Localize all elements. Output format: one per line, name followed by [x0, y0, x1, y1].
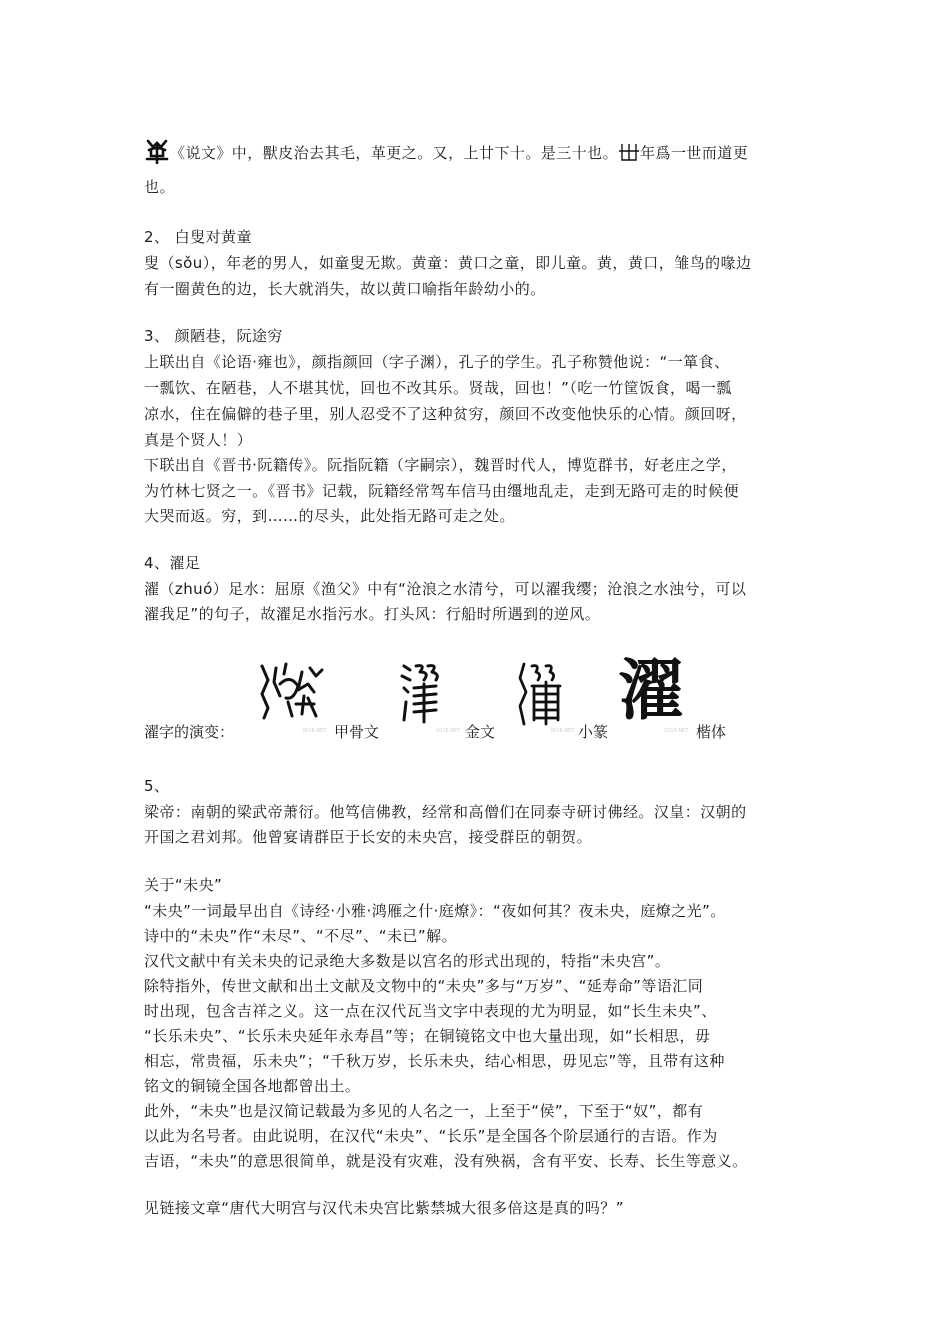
watermark: 2016.NET: [302, 728, 327, 734]
intro-line-2: 也。: [144, 178, 175, 196]
section-3-line-4: 真是个贤人！）: [144, 431, 253, 449]
weiyang-line-2: 诗中的“未央”作“未尽”、“不尽”、“未已”解。: [144, 927, 457, 945]
watermark: 2016.NET: [550, 728, 575, 734]
section-2-line-1: 叟（sǒu），年老的男人，如童叟无欺。黄童：黄口之童，即儿童。黄，黄口，雏鸟的喙边: [144, 254, 752, 272]
weiyang-line-6: “长乐未央”、“长乐未央延年永寿昌”等；在铜镜铭文中也大量出现，如“长相思，毋: [144, 1027, 711, 1045]
script-label-oracle: 甲骨文: [334, 723, 380, 741]
section-4-line-2: 濯我足”的句子，故濯足水指污水。打头风：行船时所遇到的逆风。: [144, 605, 601, 623]
weiyang-line-9: 此外，“未央”也是汉简记载最为多见的人名之一，上至于“侯”，下至于“奴”，都有: [144, 1102, 704, 1120]
weiyang-line-10: 以此为名号者。由此说明，在汉代“未央”、“长乐”是全国各个阶层通行的吉语。作为: [144, 1127, 718, 1145]
script-label-bronze: 金文: [465, 723, 496, 741]
weiyang-line-7: 相忘，常贵福，乐未央”；“千秋万岁，长乐未央，结心相思，毋见忘”等，且带有这种: [144, 1052, 725, 1070]
section-3-line-6: 为竹林七贤之一。《晋书》记载，阮籍经常驾车信马由缰地乱走，走到无路可走的时候便: [144, 482, 740, 500]
weiyang-line-1: “未央”一词最早出自《诗经·小雅·鸿雁之什·庭燎》：“夜如何其？夜未央，庭燎之光”。: [144, 902, 726, 920]
seal-shi-glyph-icon: [618, 142, 640, 164]
section-3-line-1: 上联出自《论语·雍也》，颜指颜回（字子渊），孔子的学生。孔子称赞他说：“一箪食、: [144, 353, 730, 371]
seal-ge-glyph-icon: [144, 138, 170, 164]
weiyang-line-5: 时出现，包含吉祥之义。这一点在汉代瓦当文字中表现的尤为明显，如“长生未央”、: [144, 1002, 717, 1020]
section-3-line-5: 下联出自《晋书·阮籍传》。阮指阮籍（字嗣宗），魏晋时代人，博览群书，好老庄之学，: [144, 456, 737, 474]
section-5-heading: 5、: [144, 777, 170, 795]
script-label-seal: 小篆: [578, 723, 609, 741]
section-3-line-2: 一瓢饮、在陋巷，人不堪其忧，回也不改其乐。贤哉，回也！”（吃一竹筐饭食，喝一瓢: [144, 379, 732, 397]
intro-text: 《说文》中，獸皮治去其毛，革更之。又，上廿下十。是三十也。: [170, 144, 619, 162]
section-3-line-3: 凉水，住在偏僻的巷子里，别人忍受不了这种贫穷，颜回不改变他快乐的心情。颜回呀，: [144, 405, 747, 423]
section-5-line-1: 梁帝：南朝的梁武帝萧衍。他笃信佛教，经常和高僧们在同泰寺研讨佛经。汉皇：汉朝的: [144, 803, 747, 821]
section-3-line-7: 大哭而返。穷，到……的尽头，此处指无路可走之处。: [144, 507, 515, 525]
section-5-line-2: 开国之君刘邦。他曾宴请群臣于长安的未央宫，接受群臣的朝贺。: [144, 828, 593, 846]
bronze-script-glyph-icon: [400, 662, 442, 726]
watermark: 2016.NET: [664, 728, 689, 734]
small-seal-glyph-icon: [516, 662, 566, 726]
intro-text-tail: 年爲一世而道更: [640, 144, 749, 162]
weiyang-line-3: 汉代文献中有关未央的记录绝大多数是以宫名的形式出现的，特指“未央宫”。: [144, 952, 671, 970]
oracle-bone-glyph-icon: [258, 660, 326, 722]
script-label-kaishu: 楷体: [696, 723, 727, 741]
section-3-heading: 3、 颜陋巷，阮途穷: [144, 327, 283, 345]
intro-line-1: [144, 138, 814, 164]
section-4-heading: 4、濯足: [144, 554, 201, 572]
section-4-line-1: 濯（zhuó）足水：屈原《渔父》中有“沧浪之水清兮，可以濯我缨；沧浪之水浊兮，可以: [144, 580, 747, 598]
weiyang-heading: 关于“未央”: [144, 876, 223, 894]
weiyang-line-8: 铭文的铜镜全国各地都曾出土。: [144, 1077, 361, 1095]
watermark: 2016.NET: [436, 728, 461, 734]
section-2-heading: 2、 白叟对黄童: [144, 228, 252, 246]
evolution-label: 濯字的演变：: [144, 723, 235, 741]
section-2-line-2: 有一圈黄色的边，长大就消失，故以黄口喻指年龄幼小的。: [144, 280, 546, 298]
article-link[interactable]: 见链接文章“唐代大明宫与汉代未央宫比紫禁城大很多倍这是真的吗？”: [144, 1199, 624, 1217]
kaishu-glyph: 濯: [618, 651, 684, 729]
weiyang-line-4: 除特指外，传世文献和出土文献及文物中的“未央”多与“万岁”、“延寿命”等语汇同: [144, 977, 704, 995]
weiyang-line-11: 吉语，“未央”的意思很简单，就是没有灾难，没有殃祸，含有平安、长寿、长生等意义。: [144, 1152, 748, 1170]
